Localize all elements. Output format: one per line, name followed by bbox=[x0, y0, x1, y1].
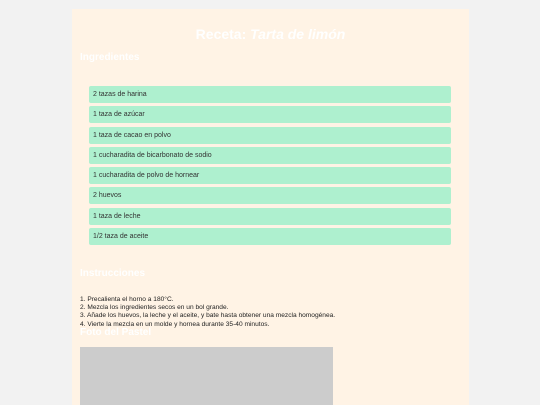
ingredient-item: 1 cucharadita de bicarbonato de sodio bbox=[89, 147, 451, 164]
cake-photo-placeholder bbox=[80, 347, 333, 405]
photo-heading: Foto del Pastel bbox=[80, 327, 152, 338]
recipe-name: Tarta de limón bbox=[250, 26, 346, 42]
instruction-step: 3. Añade los huevos, la leche y el aceite, y bate hasta obtener una mezcla homogénea. bbox=[80, 312, 336, 320]
ingredient-item: 1 cucharadita de polvo de hornear bbox=[89, 167, 451, 184]
instructions-list bbox=[80, 296, 335, 329]
ingredients-heading: Ingredientes bbox=[80, 52, 140, 63]
ingredient-item: 1 taza de azúcar bbox=[89, 106, 451, 123]
recipe-card bbox=[72, 9, 469, 405]
instruction-step: 4. Vierte la mezcla en un molde y hornea durante 35-40 minutos. bbox=[80, 320, 270, 328]
instruction-step: 1. Precalienta el horno a 180°C. bbox=[80, 296, 174, 303]
ingredient-item: 1/2 taza de aceite bbox=[89, 228, 451, 245]
instructions-heading: Instrucciones bbox=[80, 268, 146, 279]
ingredient-item: 2 huevos bbox=[89, 187, 451, 204]
ingredient-item: 2 tazas de harina bbox=[89, 86, 451, 103]
ingredient-item: 1 taza de cacao en polvo bbox=[89, 127, 451, 144]
title-prefix: Receta: bbox=[195, 26, 251, 42]
ingredients-list bbox=[89, 86, 451, 248]
instruction-step: 2. Mezcla los ingredientes secos en un bol grande. bbox=[80, 304, 229, 312]
page-title bbox=[72, 26, 469, 42]
ingredient-item: 1 taza de leche bbox=[89, 208, 451, 225]
